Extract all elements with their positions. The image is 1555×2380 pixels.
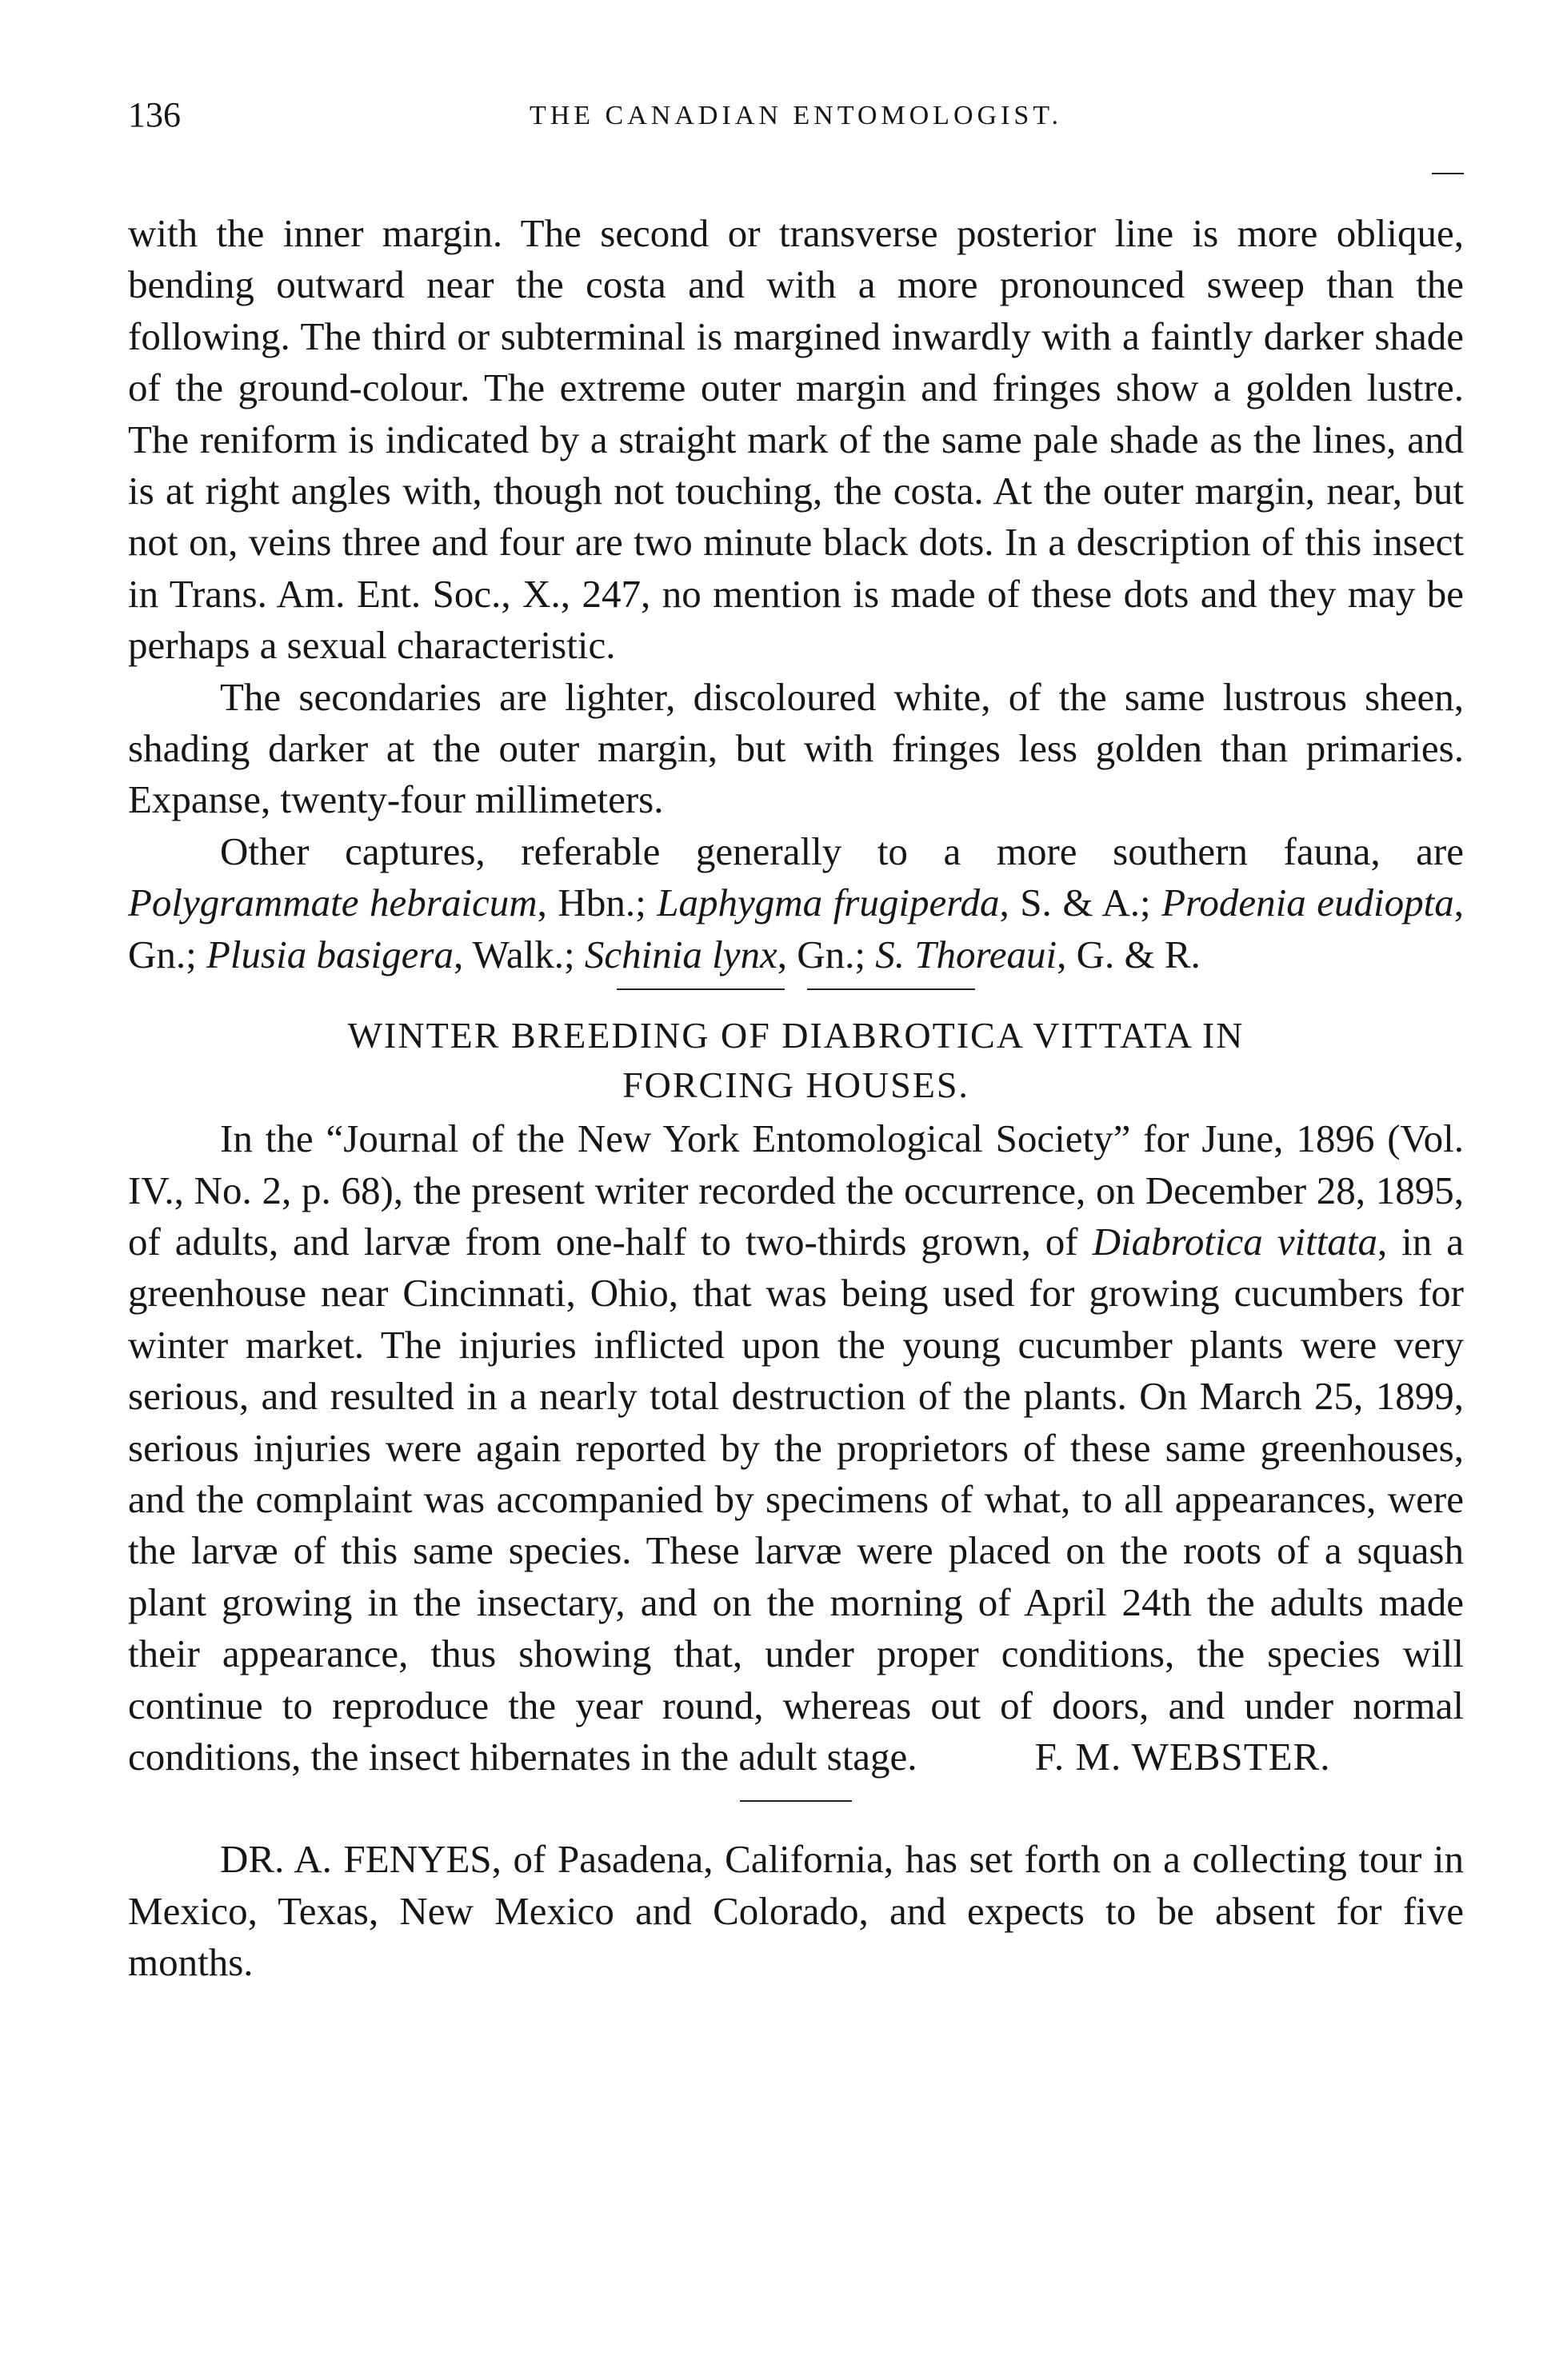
species-author: , S. & A.; xyxy=(999,881,1151,925)
article-title-line: WINTER BREEDING OF DIABROTICA VITTATA IN xyxy=(347,1015,1245,1056)
species-name: Polygrammate hebraicum xyxy=(128,881,538,925)
article-body xyxy=(128,1113,1464,1783)
article-heading xyxy=(128,1011,1464,1110)
paragraph-secondaries: The secondaries are lighter, discoloured white, of the same lustrous sheen, shading darker at the outer margin, but with fringes less golden than primaries. Expanse, twenty-four millimeters. xyxy=(128,674,1464,822)
article-species: Diabrotica vittata xyxy=(1092,1219,1377,1264)
article-body-end: , in a greenhouse near Cincinnati, Ohio, that was being used for growing cucumbers for winter market. The injuries inflicted upon the young cucumber plants were very serious, and resulted in a nearly total destruction of the plants. On March 25, 1899, serious injuries were again reported by the proprietors of these same greenhouses, and the complaint was accompanied by specimens of what, to all appearances, were the larvæ of this same species. These larvæ were placed on the roots of a squash plant growing in the insectary, and on the morning of April 24th the adults made their appearance, thus showing that, under proper conditions, the species will continue to reproduce the year round, whereas out of doors, and under normal conditions, the insect hibernates in the adult stage. xyxy=(128,1219,1464,1779)
note-person: DR. A. FENYES xyxy=(220,1837,492,1882)
note-text: , of Pasadena, California, has set forth on a collecting tour in Mexico, Texas, New Mexico and Colorado, and expects to be absent for five months. xyxy=(128,1837,1465,1985)
paragraph-captures xyxy=(128,826,1464,980)
header-mark xyxy=(1432,173,1464,174)
running-title: THE CANADIAN ENTOMOLOGIST. xyxy=(529,101,1063,130)
author-signature: F. M. WEBSTER. xyxy=(1034,1734,1331,1779)
species-name: S. Thoreaui xyxy=(875,932,1057,976)
note-divider xyxy=(740,1800,852,1802)
news-note xyxy=(128,1834,1464,1988)
article-title-line: FORCING HOUSES. xyxy=(622,1064,969,1106)
species-author: , G. & R. xyxy=(1057,932,1201,976)
journal-page xyxy=(128,94,1464,1989)
species-author: , Gn.; xyxy=(128,881,1464,976)
divider-rule xyxy=(807,988,975,990)
signature-wrap xyxy=(917,1735,1331,1779)
running-header xyxy=(128,94,1464,142)
page-text xyxy=(128,208,1464,1989)
captures-lead: Other captures, referable generally to a more southern fauna, are xyxy=(220,829,1464,873)
species-name: Laphygma frugiperda xyxy=(657,881,1000,925)
article-body-start: In the “Journal of the New York Entomological Society” for June, 1896 (Vol. IV., No. 2, p. 68), the present writer recorded the occurrence, on December 28, 1895, of adults, and larvæ from one-half to two-thirds grown, of xyxy=(128,1116,1464,1264)
paragraph-continuation: with the inner margin. The second or transverse posterior line is more oblique, bending outward near the costa and with a more pronounced sweep than the following. The third or subterminal is margined inwardly with a faintly darker shade of the ground-colour. The extreme outer margin and fringes show a golden lustre. The reniform is indicated by a straight mark of the same pale shade as the lines, and is at right angles with, though not touching, the costa. At the outer margin, near, but not on, veins three and four are two minute black dots. In a description of this insect in Trans. Am. Ent. Soc., X., 247, no mention is made of these dots and they may be perhaps a sexual characteristic. xyxy=(128,211,1464,668)
species-name: Plusia basigera xyxy=(206,932,454,976)
page-number: 136 xyxy=(128,95,181,134)
species-author: , Walk.; xyxy=(453,932,575,976)
divider-rule xyxy=(617,988,785,990)
species-name: Schinia lynx xyxy=(584,932,778,976)
species-name: Prodenia eudiopta xyxy=(1161,881,1454,925)
section-divider xyxy=(128,988,1464,990)
species-author: , Hbn.; xyxy=(537,881,646,925)
species-author: , Gn.; xyxy=(777,932,865,976)
